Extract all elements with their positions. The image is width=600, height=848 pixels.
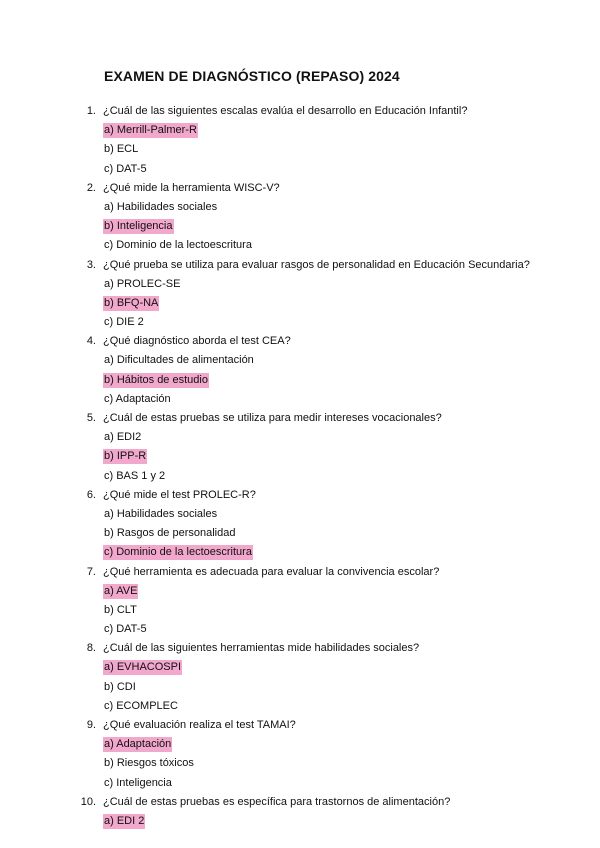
option-text: b) BFQ-NA bbox=[104, 296, 159, 309]
option-text: c) BAS 1 y 2 bbox=[104, 469, 166, 482]
question-5 bbox=[0, 409, 600, 428]
answer-option bbox=[0, 160, 600, 179]
option-text: b) Riesgos tóxicos bbox=[104, 757, 194, 770]
answer-option bbox=[0, 351, 600, 370]
answer-option bbox=[0, 678, 600, 697]
option-text: c) Inteligencia bbox=[104, 776, 172, 789]
question-9 bbox=[0, 716, 600, 735]
question-6 bbox=[0, 486, 600, 505]
question-text: ¿Qué herramienta es adecuada para evaluar la convivencia escolar? bbox=[103, 565, 440, 578]
question-number: 8. bbox=[86, 642, 96, 655]
answer-option-highlighted bbox=[0, 735, 600, 754]
option-text: b) Inteligencia bbox=[104, 220, 173, 233]
question-text: ¿Qué mide el test PROLEC-R? bbox=[103, 488, 256, 501]
answer-option bbox=[0, 620, 600, 639]
option-text: a) PROLEC-SE bbox=[104, 277, 181, 290]
option-text: b) Hábitos de estudio bbox=[104, 373, 208, 386]
answer-option bbox=[0, 428, 600, 447]
option-text: a) Adaptación bbox=[104, 738, 172, 751]
question-text: ¿Cuál de estas pruebas es específica para trastornos de alimentación? bbox=[103, 795, 451, 808]
option-text: c) DAT-5 bbox=[104, 162, 147, 175]
option-text: c) DIE 2 bbox=[104, 316, 144, 329]
answer-option-highlighted bbox=[0, 447, 600, 466]
question-number: 9. bbox=[86, 719, 96, 731]
option-text: a) AVE bbox=[104, 584, 138, 597]
question-text: ¿Cuál de estas pruebas se utiliza para medir intereses vocacionales? bbox=[103, 412, 442, 424]
question-4 bbox=[0, 332, 600, 351]
option-text: a) EDI 2 bbox=[104, 814, 145, 827]
option-text: a) Dificultades de alimentación bbox=[104, 354, 254, 367]
question-number: 7. bbox=[86, 565, 96, 578]
answer-option bbox=[0, 390, 600, 409]
option-text: c) DAT-5 bbox=[104, 623, 147, 636]
option-text: c) ECOMPLEC bbox=[104, 699, 178, 712]
question-8 bbox=[0, 639, 600, 658]
question-text: ¿Qué mide la herramienta WISC-V? bbox=[103, 181, 280, 194]
question-list bbox=[0, 102, 600, 831]
option-text: c) Dominio de la lectoescritura bbox=[104, 546, 252, 559]
answer-option-highlighted bbox=[0, 121, 600, 140]
answer-option-highlighted bbox=[0, 582, 600, 601]
answer-option bbox=[0, 601, 600, 620]
option-text: b) ECL bbox=[104, 143, 139, 156]
answer-option bbox=[0, 774, 600, 793]
question-number: 3. bbox=[86, 258, 96, 271]
option-text: b) CDI bbox=[104, 680, 136, 693]
answer-option-highlighted bbox=[0, 371, 600, 390]
answer-option bbox=[0, 140, 600, 159]
answer-option bbox=[0, 697, 600, 716]
question-text: ¿Cuál de las siguientes escalas evalúa el desarrollo en Educación Infantil? bbox=[103, 105, 468, 117]
question-1 bbox=[0, 102, 600, 121]
question-text: ¿Qué prueba se utiliza para evaluar rasgos de personalidad en Educación Secundaria? bbox=[103, 258, 530, 271]
answer-option-highlighted bbox=[0, 217, 600, 236]
option-text: a) EDI2 bbox=[104, 431, 142, 444]
answer-option-highlighted bbox=[0, 543, 600, 562]
option-text: b) CLT bbox=[104, 603, 137, 616]
option-text: c) Adaptación bbox=[104, 392, 171, 405]
question-7 bbox=[0, 563, 600, 582]
question-2 bbox=[0, 179, 600, 198]
answer-option bbox=[0, 198, 600, 217]
answer-option bbox=[0, 236, 600, 255]
answer-option-highlighted bbox=[0, 294, 600, 313]
question-text: ¿Qué evaluación realiza el test TAMAI? bbox=[103, 719, 296, 731]
option-text: a) Merrill-Palmer-R bbox=[104, 124, 197, 137]
option-text: a) Habilidades sociales bbox=[104, 507, 218, 520]
answer-option bbox=[0, 524, 600, 543]
answer-option bbox=[0, 275, 600, 294]
question-3 bbox=[0, 256, 600, 275]
question-number: 5. bbox=[86, 412, 96, 424]
answer-option bbox=[0, 467, 600, 486]
question-number: 10. bbox=[80, 795, 96, 808]
option-text: b) IPP-R bbox=[104, 450, 147, 463]
question-10 bbox=[0, 793, 600, 812]
option-text: c) Dominio de la lectoescritura bbox=[104, 239, 252, 252]
question-text: ¿Qué diagnóstico aborda el test CEA? bbox=[103, 335, 291, 348]
answer-option-highlighted bbox=[0, 658, 600, 677]
answer-option-highlighted bbox=[0, 812, 600, 831]
option-text: b) Rasgos de personalidad bbox=[104, 527, 236, 540]
question-number: 2. bbox=[86, 181, 96, 194]
question-text: ¿Cuál de las siguientes herramientas mide habilidades sociales? bbox=[103, 642, 420, 655]
option-text: a) Habilidades sociales bbox=[104, 200, 218, 213]
document-title: EXAMEN DE DIAGNÓSTICO (REPASO) 2024 bbox=[104, 68, 400, 84]
question-number: 4. bbox=[86, 335, 96, 348]
option-text: a) EVHACOSPI bbox=[104, 661, 182, 674]
question-number: 1. bbox=[86, 105, 96, 117]
answer-option bbox=[0, 505, 600, 524]
answer-option bbox=[0, 313, 600, 332]
answer-option bbox=[0, 754, 600, 773]
question-number: 6. bbox=[86, 488, 96, 501]
